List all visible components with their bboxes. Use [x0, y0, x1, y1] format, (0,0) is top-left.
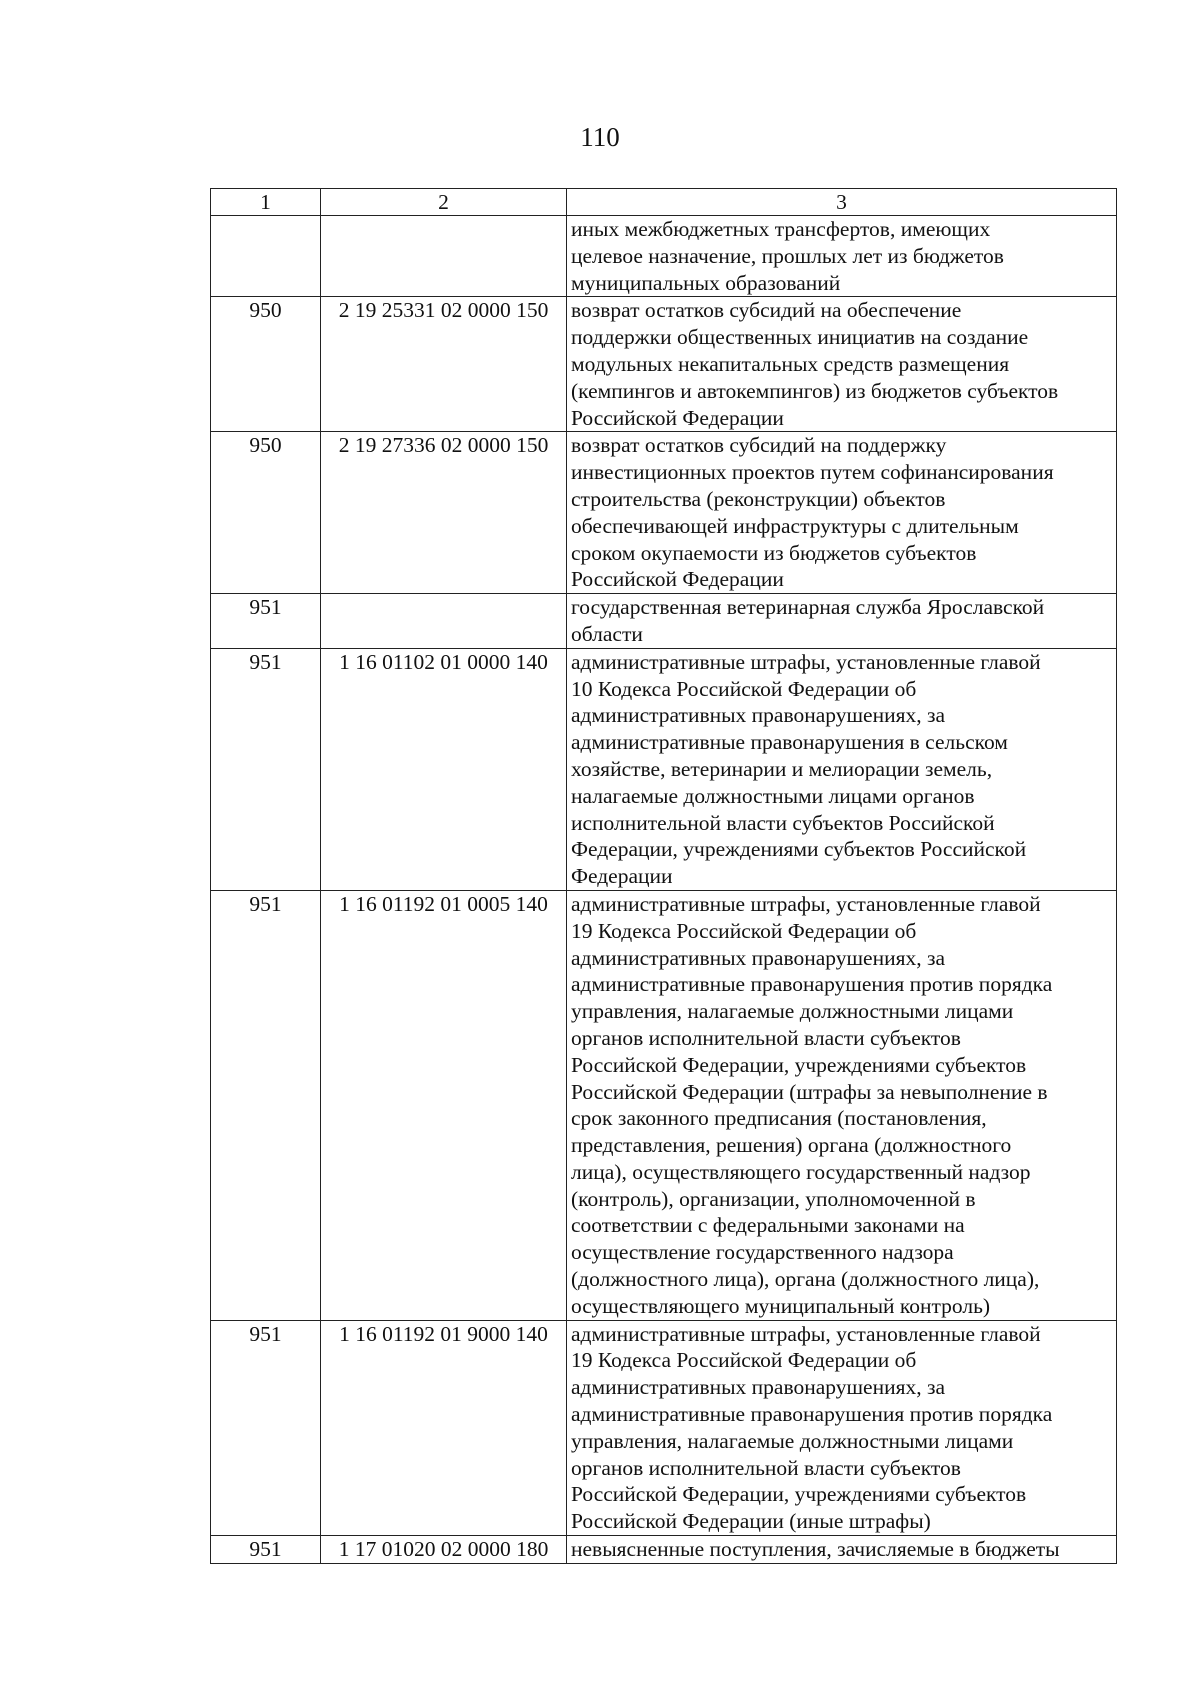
description-line: срок законного предписания (постановления, — [571, 1106, 987, 1131]
description-line: (кемпингов и автокемпингов) из бюджетов субъектов — [571, 378, 1059, 403]
description-line: Федерации — [571, 864, 673, 889]
description-line: иных межбюджетных трансфертов, имеющих — [571, 217, 991, 241]
description-line: 19 Кодекса Российской Федерации об — [571, 918, 917, 943]
admin-code-cell: 951 — [211, 1536, 321, 1564]
column-header-3: 3 — [567, 189, 1117, 216]
column-header-1: 1 — [211, 189, 321, 216]
revenue-code-cell: 2 19 27336 02 0000 150 — [321, 432, 567, 594]
description-line: Российской Федерации — [571, 405, 784, 430]
table-row — [211, 648, 1117, 890]
description-line: административные правонарушения против порядка — [571, 972, 1053, 997]
revenue-code-cell — [321, 216, 567, 297]
description-line: Российской Федерации (иные штрафы) — [571, 1509, 931, 1534]
description-line: Российской Федерации, учреждениями субъектов — [571, 1482, 1027, 1507]
table-row — [211, 432, 1117, 594]
description-cell — [567, 297, 1117, 432]
admin-code-cell: 951 — [211, 890, 321, 1320]
description-line: органов исполнительной власти субъектов — [571, 1455, 961, 1480]
description-line: невыясненные поступления, зачисляемые в бюджеты — [571, 1537, 1060, 1562]
revenue-code-cell: 2 19 25331 02 0000 150 — [321, 297, 567, 432]
description-cell — [567, 1320, 1117, 1535]
description-cell — [567, 648, 1117, 890]
description-line: модульных некапитальных средств размещения — [571, 351, 1010, 376]
description-line: возврат остатков субсидий на поддержку — [571, 433, 947, 458]
revenue-code-cell: 1 17 01020 02 0000 180 — [321, 1536, 567, 1564]
admin-code-cell: 951 — [211, 1320, 321, 1535]
revenue-code-cell: 1 16 01192 01 9000 140 — [321, 1320, 567, 1535]
admin-code-cell: 950 — [211, 432, 321, 594]
table-header-row — [211, 189, 1117, 216]
description-line: хозяйстве, ветеринарии и мелиорации земель, — [571, 756, 993, 781]
budget-classification-table — [210, 188, 1117, 1564]
table-row — [211, 890, 1117, 1320]
description-line: органов исполнительной власти субъектов — [571, 1025, 961, 1050]
description-line: соответствии с федеральными законами на — [571, 1213, 965, 1238]
admin-code-cell: 951 — [211, 594, 321, 649]
table-row — [211, 1536, 1117, 1564]
description-line: административные штрафы, установленные главой — [571, 891, 1041, 916]
description-cell — [567, 216, 1117, 297]
column-header-2: 2 — [321, 189, 567, 216]
revenue-code-cell: 1 16 01102 01 0000 140 — [321, 648, 567, 890]
table-row — [211, 594, 1117, 649]
description-line: налагаемые должностными лицами органов — [571, 783, 975, 808]
description-line: обеспечивающей инфраструктуры с длительным — [571, 513, 1019, 538]
description-line: административные штрафы, установленные главой — [571, 1321, 1041, 1346]
table-row — [211, 297, 1117, 432]
description-line: представления, решения) органа (должностного — [571, 1133, 1012, 1158]
description-line: 19 Кодекса Российской Федерации об — [571, 1348, 917, 1373]
description-line: Федерации, учреждениями субъектов Российской — [571, 837, 1027, 862]
admin-code-cell — [211, 216, 321, 297]
admin-code-cell: 950 — [211, 297, 321, 432]
description-line: управления, налагаемые должностными лицами — [571, 999, 1014, 1024]
revenue-code-cell: 1 16 01192 01 0005 140 — [321, 890, 567, 1320]
description-line: целевое назначение, прошлых лет из бюджетов — [571, 243, 1004, 268]
description-line: возврат остатков субсидий на обеспечение — [571, 298, 962, 323]
description-line: (должностного лица), органа (должностного лица), — [571, 1267, 1040, 1292]
description-line: административных правонарушениях, за — [571, 1375, 946, 1400]
table-body — [211, 216, 1117, 1564]
description-line: сроком окупаемости из бюджетов субъектов — [571, 540, 977, 565]
description-line: (контроль), организации, уполномоченной в — [571, 1186, 976, 1211]
description-line: исполнительной власти субъектов Российской — [571, 810, 995, 835]
description-line: управления, налагаемые должностными лицами — [571, 1428, 1014, 1453]
description-cell — [567, 432, 1117, 594]
table-row — [211, 1320, 1117, 1535]
page-number: 110 — [580, 122, 620, 152]
description-line: поддержки общественных инициатив на создание — [571, 325, 1029, 350]
description-line: осуществление государственного надзора — [571, 1240, 954, 1265]
revenue-code-cell — [321, 594, 567, 649]
description-line: 10 Кодекса Российской Федерации об — [571, 676, 917, 701]
description-line: административные правонарушения в сельском — [571, 730, 1008, 755]
description-cell — [567, 1536, 1117, 1564]
description-line: лица), осуществляющего государственный надзор — [571, 1159, 1031, 1184]
admin-code-cell: 951 — [211, 648, 321, 890]
description-line: Российской Федерации (штрафы за невыполнение в — [571, 1079, 1048, 1104]
description-line: инвестиционных проектов путем софинансирования — [571, 460, 1054, 485]
description-line: административных правонарушениях, за — [571, 945, 946, 970]
description-line: государственная ветеринарная служба Ярославской — [571, 595, 1045, 620]
description-cell — [567, 890, 1117, 1320]
description-line: области — [571, 621, 643, 646]
description-line: административные штрафы, установленные главой — [571, 649, 1041, 674]
description-line: муниципальных образований — [571, 270, 841, 295]
description-line: осуществляющего муниципальный контроль) — [571, 1293, 991, 1318]
description-line: административные правонарушения против порядка — [571, 1402, 1053, 1427]
description-line: Российской Федерации — [571, 567, 784, 592]
description-line: Российской Федерации, учреждениями субъектов — [571, 1052, 1027, 1077]
description-line: строительства (реконструкции) объектов — [571, 486, 946, 511]
description-cell — [567, 594, 1117, 649]
description-line: административных правонарушениях, за — [571, 703, 946, 728]
table-row — [211, 216, 1117, 297]
